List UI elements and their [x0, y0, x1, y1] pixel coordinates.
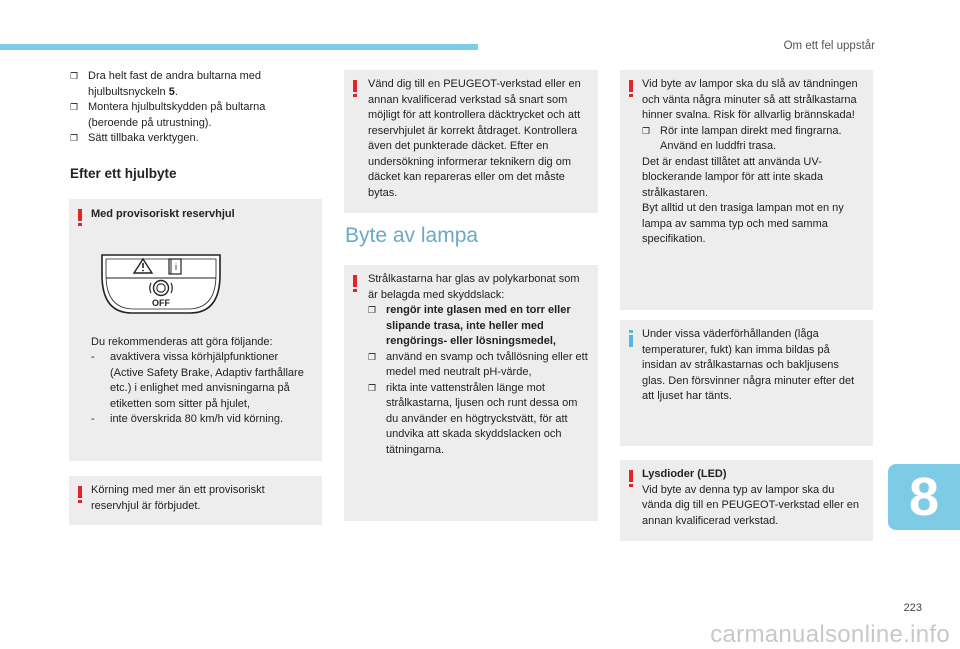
lamp-replacement-warning-box: Vid byte av lampor ska du slå av tändningen och vänta några minuter så att strålkastarna hinner svalna. Risk för allvarlig brännskada! ❐ Rör inte lampan direkt med fingrarna. Använd en luddfri trasa. Det är endast tillåtet att använda UV-blockerande lampor för att inte skada strålkastaren. Byt alltid ut den trasiga lampan mot en ny lampa av samma typ och med samma specifikation. — [620, 70, 873, 310]
condensation-info-box: Under vissa väderförhållanden (låga temperaturer, fukt) kan imma bildas på insidan av strålkastarnas och bakljusens glas. Den försvinner några minuter efter det att ljuset har tänts. — [620, 320, 873, 446]
multiple-spare-wheels-warning-box: Körning med mer än ett provisoriskt reservhjul är förbjudet. — [69, 476, 322, 525]
led-warning-box: Lysdioder (LED) Vid byte av denna typ av lampor ska du vända dig till en PEUGEOT-verkstad eller en annan kvalificerad verkstad. — [620, 460, 873, 541]
checkbox-bullet-icon: ❐ — [368, 305, 377, 315]
list-item: ❐ rikta inte vattenstrålen länge mot strålkastarna, ljusen och runt dessa om du använder en högtryckstvätt, för att undvika att skada skyddslacken och tätningarna. — [368, 381, 578, 456]
exclamation-warning-icon — [629, 470, 633, 487]
polycarbonate-warning-box: Strålkastarna har glas av polykarbonat som är belagda med skyddslack: ❐ rengör inte glasen med en torr eller slipande trasa, inte heller med rengörings- eller lösningsmedel, ❐ använd en svamp och tvållösning eller ett medel med neutralt pH-värde, ❐ rikta inte vattenstrålen länge mot strålkastarna, ljusen och runt dessa om du använder en högtryckstvätt, för att undvika att skada skyddslacken och tätningarna. — [344, 265, 598, 521]
step-item: ❐ Dra helt fast de andra bultarna med hjulbultsnyckeln 5. — [70, 70, 262, 98]
exclamation-warning-icon — [78, 209, 82, 226]
chapter-tab: 8 — [888, 464, 960, 530]
exclamation-warning-icon — [78, 486, 82, 503]
section-heading-lamp-replacement: Byte av lampa — [345, 224, 479, 247]
workshop-warning-box: Vänd dig till en PEUGEOT-verkstad eller en annan kvalificerad verkstad så snart som möjligt för att kontrollera däcktrycket och att reservhjulet är korrekt åtdraget. Kontrollera även det punkterade däcket. Efter en undersökning informerar teknikern dig om däcket kan repareras eller om det måste bytas. — [344, 70, 598, 213]
list-item: ❐ använd en svamp och tvållösning eller ett medel med neutralt pH-värde, — [368, 350, 588, 378]
page-header-title: Om ett fel uppstår — [783, 40, 875, 52]
list-item: - avaktivera vissa körhjälpfunktioner (Active Safety Brake, Adaptiv farthållare etc.) i enlighet med anvisningarna på etiketten som sitter på hjulet, — [91, 351, 304, 410]
exclamation-warning-icon — [353, 275, 357, 292]
page-number: 223 — [903, 602, 922, 614]
checkbox-bullet-icon: ❐ — [70, 71, 79, 81]
section-heading-after-wheel-change: Efter ett hjulbyte — [70, 166, 177, 181]
exclamation-warning-icon — [353, 80, 357, 97]
step-item: ❐ Sätt tillbaka verktygen. — [70, 131, 315, 147]
info-icon — [629, 330, 633, 347]
list-item: ❐ Rör inte lampan direkt med fingrarna. Använd en luddfri trasa. — [642, 124, 842, 152]
checkbox-bullet-icon: ❐ — [368, 382, 377, 393]
list-item: - inte överskrida 80 km/h vid körning. — [91, 413, 284, 425]
column-1-steps — [70, 69, 315, 147]
step-item: ❐ Montera hjulbultskydden på bultarna (beroende på utrustning). — [70, 101, 266, 129]
spare-wheel-warning-box: Med provisoriskt reservhjul Du rekommenderas att göra följande: - avaktivera vissa körhjälpfunktioner (Active Safety Brake, Adaptiv farthållare etc.) i enlighet med anvisningarna på etiketten som sitter på hjulet, - inte överskrida 80 km/h vid körning. — [69, 199, 322, 461]
checkbox-bullet-icon: ❐ — [70, 133, 79, 143]
checkbox-bullet-icon: ❐ — [642, 125, 651, 136]
spare-wheel-label-illustration — [100, 253, 222, 315]
checkbox-bullet-icon: ❐ — [368, 351, 377, 362]
list-item: ❐ rengör inte glasen med en torr eller slipande trasa, inte heller med rengörings- eller lösningsmedel, — [368, 304, 571, 347]
svg-text:i: i — [175, 262, 177, 272]
off-label: OFF — [152, 298, 170, 308]
checkbox-bullet-icon: ❐ — [70, 102, 79, 112]
header-accent-bar — [0, 44, 478, 50]
exclamation-warning-icon — [629, 80, 633, 97]
watermark: carmanualsonline.info — [710, 621, 950, 648]
